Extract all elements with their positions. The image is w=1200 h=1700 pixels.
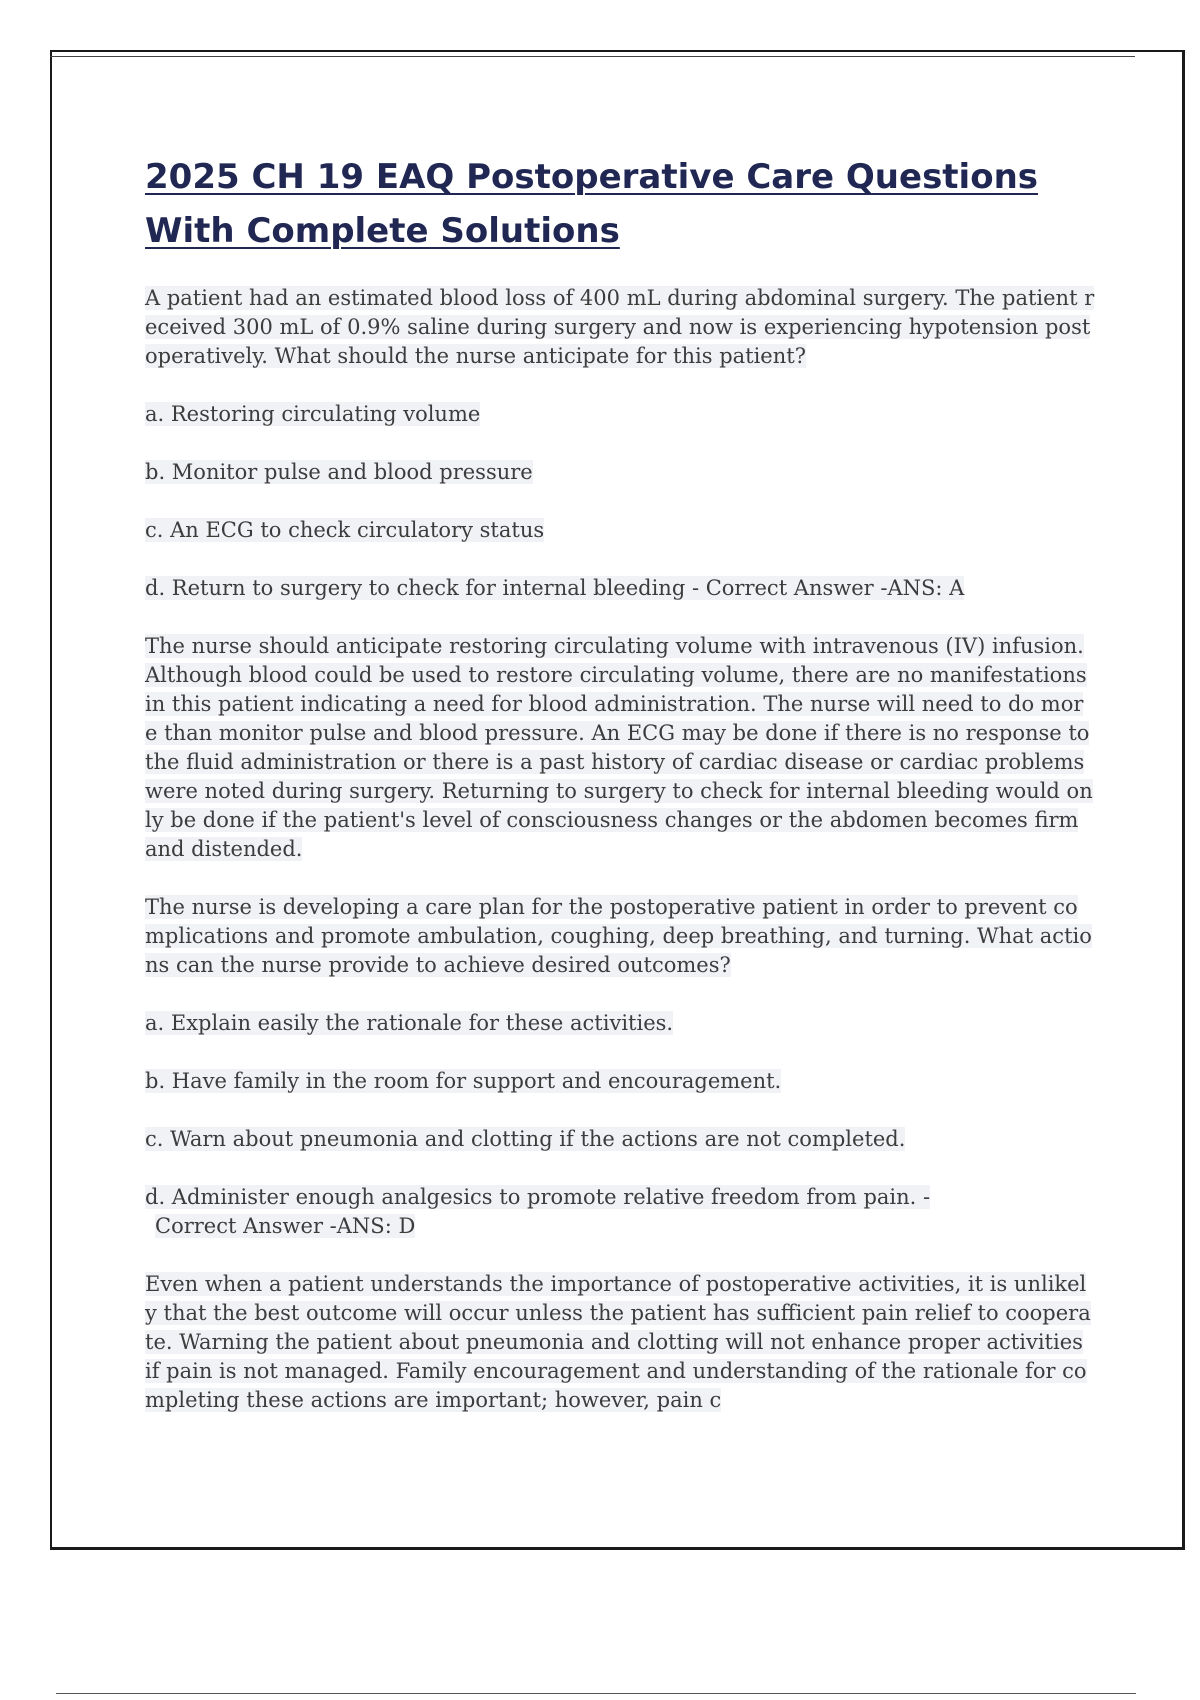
question-2-option-c: c. Warn about pneumonia and clotting if the actions are not completed. — [145, 1127, 906, 1151]
question-1-option-b: b. Monitor pulse and blood pressure — [145, 460, 533, 484]
question-2-option-b: b. Have family in the room for support and encouragement. — [145, 1069, 782, 1093]
question-2-answer: Correct Answer -ANS: D — [155, 1214, 416, 1238]
question-1-rationale: The nurse should anticipate restoring circulating volume with intravenous (IV) infusion. Although blood could be used to restore circulating volume, there are no manifestations in this patient indicating a need for blood administration. The nurse will need to do more than monitor pulse and blood pressure. An ECG may be done if there is no response to the fluid administration or there is a past history of cardiac disease or cardiac problems were noted during surgery. Returning to surgery to check for internal bleeding would only be done if the patient's level of consciousness changes or the abdomen becomes firm and distended. — [145, 634, 1093, 861]
document-body — [145, 150, 1095, 1444]
question-2-stem: The nurse is developing a care plan for the postoperative patient in order to prevent complications and promote ambulation, coughing, deep breathing, and turning. What actions can the nurse provide to achieve desired outcomes? — [145, 895, 1092, 977]
top-rule — [50, 56, 1135, 57]
question-1 — [145, 284, 1095, 864]
question-1-option-a: a. Restoring circulating volume — [145, 402, 481, 426]
question-1-stem: A patient had an estimated blood loss of 400 mL during abdominal surgery. The patient received 300 mL of 0.9% saline during surgery and now is experiencing hypotension postoperatively. What should the nurse anticipate for this patient? — [145, 286, 1095, 368]
question-1-option-d: d. Return to surgery to check for internal bleeding - Correct Answer -ANS: A — [145, 576, 965, 600]
bottom-rule — [56, 1693, 1136, 1694]
question-2-option-d: d. Administer enough analgesics to promote relative freedom from pain. - Correct Answer -ANS: D — [145, 1183, 1095, 1241]
question-2-option-a: a. Explain easily the rationale for these activities. — [145, 1011, 674, 1035]
question-2 — [145, 893, 1095, 1415]
question-2-rationale: Even when a patient understands the importance of postoperative activities, it is unlikely that the best outcome will occur unless the patient has sufficient pain relief to cooperate. Warning the patient about pneumonia and clotting will not enhance proper activities if pain is not managed. Family encouragement and understanding of the rationale for completing these actions are important; however, pain c — [145, 1272, 1091, 1412]
document-title: 2025 CH 19 EAQ Postoperative Care Questions With Complete Solutions — [145, 157, 1039, 251]
question-1-option-c: c. An ECG to check circulatory status — [145, 518, 545, 542]
